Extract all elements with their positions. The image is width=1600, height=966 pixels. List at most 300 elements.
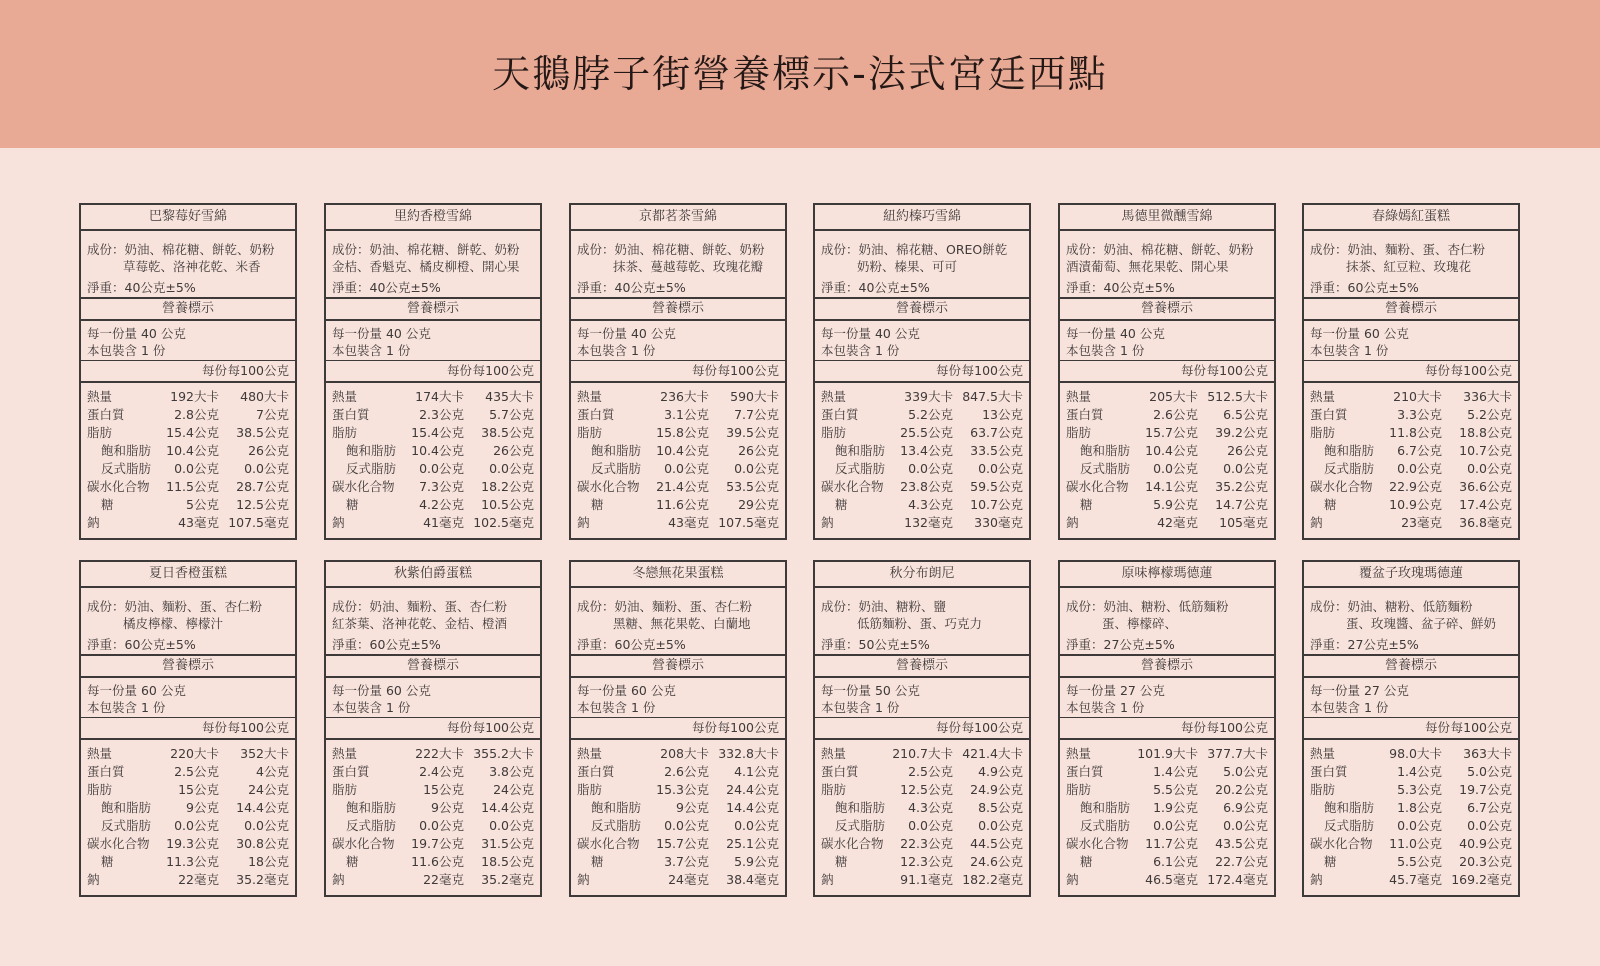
ingredients-block — [815, 231, 1029, 299]
nutrition-card — [1302, 560, 1520, 897]
per-serving-value: 222大卡 — [415, 746, 464, 761]
per-100g-value: 377.7大卡 — [1207, 746, 1268, 761]
ingredients-line-1: 成份：奶油、棉花糖、餅乾、奶粉 — [1066, 242, 1254, 257]
per-serving-value: 339大卡 — [904, 389, 953, 404]
nutrient-label: 鈉 — [1066, 872, 1079, 887]
column-header — [326, 718, 540, 740]
per-serving-value: 10.4公克 — [1145, 443, 1198, 458]
per-serving-value: 3.1公克 — [664, 407, 709, 422]
nutrient-row — [1304, 853, 1518, 871]
nutrient-row — [815, 442, 1029, 460]
nutrient-row — [81, 514, 295, 532]
nutrient-label: 鈉 — [332, 872, 345, 887]
ingredients-block — [1060, 231, 1274, 299]
servings-per-pack: 本包裝含 1 份 — [577, 343, 656, 358]
nutrition-card — [324, 560, 542, 897]
per-100g-value: 590大卡 — [730, 389, 779, 404]
per-100g-value: 26公克 — [248, 443, 289, 458]
ingredients-line-2: 紅茶葉、洛神花乾、金桔、橙酒 — [332, 616, 508, 631]
per-100g-value: 4.9公克 — [978, 764, 1023, 779]
serving-size: 每一份量 60 公克 — [577, 683, 676, 698]
per-serving-value: 42毫克 — [1157, 515, 1198, 530]
nutrient-row — [81, 763, 295, 781]
nutrient-label: 飽和脂肪 — [1324, 443, 1375, 458]
product-name: 紐約榛巧雪綿 — [815, 205, 1029, 231]
nutrient-label: 脂肪 — [821, 782, 847, 797]
per-100g-value: 182.2毫克 — [962, 872, 1023, 887]
nutrient-row — [1304, 871, 1518, 889]
per-serving-value: 192大卡 — [170, 389, 219, 404]
per-100g-value: 6.5公克 — [1223, 407, 1268, 422]
per-100g-value: 14.4公克 — [726, 800, 779, 815]
nutrient-rows — [326, 383, 540, 532]
serving-info — [815, 321, 1029, 361]
ingredients-line-2: 蛋、玫瑰醬、盆子碎、鮮奶 — [1346, 616, 1497, 631]
nutrient-label: 反式脂肪 — [101, 818, 152, 833]
per-serving-value: 0.0公克 — [1153, 461, 1198, 476]
nutrient-row — [81, 460, 295, 478]
nutrient-row — [815, 799, 1029, 817]
nutrient-label: 飽和脂肪 — [346, 800, 397, 815]
per-serving-value: 1.8公克 — [1397, 800, 1442, 815]
nutrient-row — [1060, 799, 1274, 817]
nutrient-row — [571, 781, 785, 799]
per-serving-value: 15公克 — [423, 782, 464, 797]
servings-per-pack: 本包裝含 1 份 — [1066, 700, 1145, 715]
per-serving-value: 11.7公克 — [1145, 836, 1198, 851]
per-100g-value: 3.8公克 — [489, 764, 534, 779]
per-100g-value: 17.4公克 — [1459, 497, 1512, 512]
nutrient-rows — [571, 383, 785, 532]
nutrition-card — [1058, 560, 1276, 897]
per-100g-value: 107.5毫克 — [718, 515, 779, 530]
per-100g-value: 421.4大卡 — [962, 746, 1023, 761]
ingredients-line-1: 成份：奶油、糖粉、低筋麵粉 — [1310, 599, 1473, 614]
net-weight: 淨重：40公克±5% — [1066, 280, 1175, 295]
nutrition-heading: 營養標示 — [571, 656, 785, 678]
nutrient-row — [81, 871, 295, 889]
per-100g-value: 847.5大卡 — [962, 389, 1023, 404]
per-serving-value: 10.9公克 — [1389, 497, 1442, 512]
nutrient-label: 脂肪 — [87, 782, 113, 797]
serving-size: 每一份量 40 公克 — [1066, 326, 1165, 341]
nutrient-row — [81, 835, 295, 853]
nutrient-row — [326, 388, 540, 406]
per-serving-value: 205大卡 — [1149, 389, 1198, 404]
serving-info — [1304, 678, 1518, 718]
nutrient-label: 熱量 — [821, 746, 847, 761]
nutrient-row — [1060, 388, 1274, 406]
nutrient-row — [571, 871, 785, 889]
nutrient-row — [571, 460, 785, 478]
per-serving-value: 11.8公克 — [1389, 425, 1442, 440]
ingredients-line-1: 成份：奶油、麵粉、蛋、杏仁粉 — [1310, 242, 1486, 257]
nutrient-rows — [815, 383, 1029, 532]
nutrition-card — [569, 203, 787, 540]
per-100g-value: 24公克 — [493, 782, 534, 797]
per-serving-value: 11.0公克 — [1389, 836, 1442, 851]
per-100g-value: 59.5公克 — [970, 479, 1023, 494]
ingredients-line-1: 成份：奶油、棉花糖、餅乾、奶粉 — [332, 242, 520, 257]
product-name: 夏日香橙蛋糕 — [81, 562, 295, 588]
per-serving-value: 3.3公克 — [1397, 407, 1442, 422]
nutrient-label: 飽和脂肪 — [1080, 800, 1131, 815]
per-100g-value: 5.7公克 — [489, 407, 534, 422]
per-serving-value: 1.9公克 — [1153, 800, 1198, 815]
nutrient-label: 碳水化合物 — [577, 479, 640, 494]
nutrient-row — [326, 496, 540, 514]
net-weight: 淨重：40公克±5% — [332, 280, 441, 295]
nutrition-card — [813, 560, 1031, 897]
nutrient-label: 脂肪 — [1066, 425, 1092, 440]
nutrition-card — [569, 560, 787, 897]
nutrient-label: 熱量 — [1310, 746, 1336, 761]
nutrition-heading: 營養標示 — [326, 656, 540, 678]
net-weight: 淨重：60公克±5% — [1310, 280, 1419, 295]
nutrient-label: 反式脂肪 — [591, 818, 642, 833]
serving-size: 每一份量 50 公克 — [821, 683, 920, 698]
per-serving-value: 19.7公克 — [411, 836, 464, 851]
nutrient-row — [1304, 514, 1518, 532]
per-serving-value: 23毫克 — [1401, 515, 1442, 530]
nutrition-card — [1302, 203, 1520, 540]
nutrient-label: 反式脂肪 — [1080, 461, 1131, 476]
nutrient-label: 碳水化合物 — [332, 479, 395, 494]
nutrient-row — [1060, 781, 1274, 799]
net-weight: 淨重：40公克±5% — [821, 280, 930, 295]
per-100g-value: 18.8公克 — [1459, 425, 1512, 440]
serving-info — [571, 321, 785, 361]
per-100g-value: 0.0公克 — [1467, 818, 1512, 833]
per-serving-value: 0.0公克 — [419, 461, 464, 476]
nutrient-row — [571, 424, 785, 442]
nutrient-row — [815, 496, 1029, 514]
nutrition-heading: 營養標示 — [571, 299, 785, 321]
nutrient-rows — [81, 740, 295, 889]
per-100g-value: 172.4毫克 — [1207, 872, 1268, 887]
per-100g-value: 10.7公克 — [970, 497, 1023, 512]
nutrient-row — [1060, 406, 1274, 424]
per-100g-value: 8.5公克 — [978, 800, 1023, 815]
per-serving-value: 10.4公克 — [411, 443, 464, 458]
nutrition-card — [324, 203, 542, 540]
per-serving-value: 220大卡 — [170, 746, 219, 761]
per-serving-value: 43毫克 — [178, 515, 219, 530]
column-header — [1304, 361, 1518, 383]
nutrient-label: 飽和脂肪 — [591, 443, 642, 458]
nutrient-label: 鈉 — [821, 515, 834, 530]
column-header — [571, 718, 785, 740]
ingredients-line-1: 成份：奶油、麵粉、蛋、杏仁粉 — [87, 599, 263, 614]
net-weight: 淨重：60公克±5% — [332, 637, 441, 652]
nutrient-label: 鈉 — [332, 515, 345, 530]
net-weight: 淨重：27公克±5% — [1310, 637, 1419, 652]
nutrient-label: 鈉 — [577, 872, 590, 887]
per-serving-header: 每份 — [446, 720, 472, 735]
ingredients-line-2: 低筋麵粉、蛋、巧克力 — [857, 616, 983, 631]
nutrient-label: 糖 — [591, 854, 604, 869]
per-100g-value: 355.2大卡 — [473, 746, 534, 761]
nutrient-row — [571, 496, 785, 514]
per-serving-value: 174大卡 — [415, 389, 464, 404]
per-100g-value: 35.2公克 — [1215, 479, 1268, 494]
nutrient-row — [326, 514, 540, 532]
per-100g-value: 0.0公克 — [978, 461, 1023, 476]
nutrition-heading: 營養標示 — [1304, 656, 1518, 678]
nutrient-label: 熱量 — [87, 746, 113, 761]
nutrition-heading: 營養標示 — [326, 299, 540, 321]
per-100g-value: 18.5公克 — [481, 854, 534, 869]
per-serving-value: 236大卡 — [660, 389, 709, 404]
per-100g-value: 336大卡 — [1463, 389, 1512, 404]
per-100g-value: 0.0公克 — [489, 461, 534, 476]
per-serving-value: 5.2公克 — [908, 407, 953, 422]
nutrient-row — [81, 388, 295, 406]
nutrient-row — [571, 388, 785, 406]
per-serving-value: 210.7大卡 — [892, 746, 953, 761]
nutrient-label: 碳水化合物 — [821, 836, 884, 851]
per-serving-value: 15.7公克 — [656, 836, 709, 851]
per-serving-value: 15.7公克 — [1145, 425, 1198, 440]
ingredients-line-2: 黑糖、無花果乾、白蘭地 — [613, 616, 751, 631]
nutrient-row — [1060, 478, 1274, 496]
nutrient-row — [1304, 388, 1518, 406]
nutrient-label: 蛋白質 — [87, 764, 125, 779]
per-serving-header: 每份 — [691, 363, 717, 378]
ingredients-line-2: 奶粉、榛果、可可 — [857, 259, 958, 274]
nutrient-row — [571, 745, 785, 763]
ingredients-line-2: 抹茶、紅豆粒、玫瑰花 — [1346, 259, 1472, 274]
per-100g-header: 每100公克 — [472, 363, 534, 378]
nutrient-row — [326, 406, 540, 424]
per-100g-value: 43.5公克 — [1215, 836, 1268, 851]
per-serving-value: 9公克 — [676, 800, 709, 815]
nutrient-label: 碳水化合物 — [332, 836, 395, 851]
nutrient-label: 糖 — [346, 854, 359, 869]
per-serving-header: 每份 — [691, 720, 717, 735]
ingredients-line-2: 抹茶、蔓越莓乾、玫瑰花瓣 — [613, 259, 764, 274]
nutrient-label: 鈉 — [577, 515, 590, 530]
column-header — [81, 361, 295, 383]
ingredients-block — [1060, 588, 1274, 656]
nutrient-row — [815, 478, 1029, 496]
per-100g-value: 0.0公克 — [1223, 461, 1268, 476]
product-name: 京都茗茶雪綿 — [571, 205, 785, 231]
per-100g-value: 105毫克 — [1219, 515, 1268, 530]
nutrient-label: 蛋白質 — [821, 764, 859, 779]
nutrient-label: 脂肪 — [577, 782, 603, 797]
per-100g-value: 24.9公克 — [970, 782, 1023, 797]
nutrient-label: 鈉 — [1066, 515, 1079, 530]
serving-info — [326, 678, 540, 718]
nutrition-card — [1058, 203, 1276, 540]
nutrient-label: 蛋白質 — [87, 407, 125, 422]
nutrient-label: 反式脂肪 — [101, 461, 152, 476]
nutrient-row — [1060, 871, 1274, 889]
ingredients-block — [81, 231, 295, 299]
column-header — [1304, 718, 1518, 740]
per-serving-header: 每份 — [1180, 363, 1206, 378]
per-serving-value: 9公克 — [431, 800, 464, 815]
per-serving-value: 2.5公克 — [908, 764, 953, 779]
per-100g-value: 5.2公克 — [1467, 407, 1512, 422]
nutrient-row — [815, 460, 1029, 478]
nutrient-rows — [1304, 383, 1518, 532]
ingredients-line-1: 成份：奶油、棉花糖、餅乾、奶粉 — [87, 242, 275, 257]
nutrient-label: 脂肪 — [577, 425, 603, 440]
nutrient-label: 脂肪 — [821, 425, 847, 440]
nutrient-label: 反式脂肪 — [1324, 818, 1375, 833]
nutrient-row — [1304, 745, 1518, 763]
nutrient-row — [81, 853, 295, 871]
nutrient-rows — [815, 740, 1029, 889]
per-serving-value: 1.4公克 — [1397, 764, 1442, 779]
per-100g-value: 35.2毫克 — [481, 872, 534, 887]
per-serving-header: 每份 — [1424, 363, 1450, 378]
per-100g-value: 20.2公克 — [1215, 782, 1268, 797]
nutrient-label: 反式脂肪 — [835, 818, 886, 833]
per-100g-value: 22.7公克 — [1215, 854, 1268, 869]
nutrient-row — [1060, 745, 1274, 763]
nutrition-card — [79, 560, 297, 897]
per-serving-value: 5.5公克 — [1153, 782, 1198, 797]
net-weight: 淨重：60公克±5% — [577, 637, 686, 652]
nutrient-row — [815, 406, 1029, 424]
nutrition-heading: 營養標示 — [815, 299, 1029, 321]
ingredients-line-2: 草莓乾、洛神花乾、米香 — [123, 259, 261, 274]
per-serving-value: 0.0公克 — [664, 461, 709, 476]
per-serving-value: 24毫克 — [668, 872, 709, 887]
per-100g-value: 24公克 — [248, 782, 289, 797]
per-100g-value: 24.6公克 — [970, 854, 1023, 869]
per-serving-value: 2.4公克 — [419, 764, 464, 779]
per-100g-header: 每100公克 — [1206, 720, 1268, 735]
per-100g-value: 26公克 — [1227, 443, 1268, 458]
ingredients-block — [1304, 588, 1518, 656]
per-serving-value: 4.2公克 — [419, 497, 464, 512]
per-serving-value: 46.5毫克 — [1145, 872, 1198, 887]
nutrient-row — [326, 442, 540, 460]
nutrient-row — [815, 514, 1029, 532]
nutrient-label: 脂肪 — [1310, 782, 1336, 797]
ingredients-block — [81, 588, 295, 656]
per-serving-value: 2.6公克 — [664, 764, 709, 779]
product-name: 秋紫伯爵蛋糕 — [326, 562, 540, 588]
per-serving-value: 101.9大卡 — [1137, 746, 1198, 761]
per-100g-value: 12.5公克 — [236, 497, 289, 512]
nutrient-row — [326, 745, 540, 763]
nutrient-row — [1304, 781, 1518, 799]
per-serving-value: 22毫克 — [178, 872, 219, 887]
per-serving-header: 每份 — [1180, 720, 1206, 735]
per-100g-value: 38.5公克 — [236, 425, 289, 440]
per-100g-value: 13公克 — [982, 407, 1023, 422]
serving-size: 每一份量 40 公克 — [821, 326, 920, 341]
per-100g-value: 19.7公克 — [1459, 782, 1512, 797]
per-100g-header: 每100公克 — [1206, 363, 1268, 378]
per-serving-value: 10.4公克 — [166, 443, 219, 458]
per-serving-value: 132毫克 — [904, 515, 953, 530]
nutrient-label: 飽和脂肪 — [1324, 800, 1375, 815]
per-100g-value: 44.5公克 — [970, 836, 1023, 851]
nutrient-rows — [326, 740, 540, 889]
nutrient-label: 飽和脂肪 — [1080, 443, 1131, 458]
nutrition-heading: 營養標示 — [815, 656, 1029, 678]
nutrient-label: 糖 — [1080, 854, 1093, 869]
per-serving-value: 11.6公克 — [411, 854, 464, 869]
per-serving-value: 91.1毫克 — [900, 872, 953, 887]
nutrient-row — [326, 817, 540, 835]
nutrient-label: 糖 — [1080, 497, 1093, 512]
serving-size: 每一份量 40 公克 — [332, 326, 431, 341]
nutrient-label: 糖 — [835, 854, 848, 869]
per-100g-value: 35.2毫克 — [236, 872, 289, 887]
nutrition-card — [813, 203, 1031, 540]
per-100g-value: 0.0公克 — [978, 818, 1023, 833]
nutrient-label: 脂肪 — [1066, 782, 1092, 797]
nutrient-label: 鈉 — [821, 872, 834, 887]
per-100g-header: 每100公克 — [1450, 720, 1512, 735]
nutrient-row — [81, 745, 295, 763]
nutrient-row — [81, 406, 295, 424]
per-100g-header: 每100公克 — [717, 720, 779, 735]
product-name: 里約香橙雪綿 — [326, 205, 540, 231]
per-100g-value: 435大卡 — [485, 389, 534, 404]
nutrient-label: 反式脂肪 — [1324, 461, 1375, 476]
per-serving-value: 9公克 — [186, 800, 219, 815]
nutrient-label: 碳水化合物 — [821, 479, 884, 494]
per-100g-value: 28.7公克 — [236, 479, 289, 494]
per-serving-value: 0.0公克 — [908, 818, 953, 833]
per-100g-value: 39.2公克 — [1215, 425, 1268, 440]
nutrient-label: 熱量 — [577, 746, 603, 761]
per-100g-value: 107.5毫克 — [228, 515, 289, 530]
ingredients-line-1: 成份：奶油、麵粉、蛋、杏仁粉 — [577, 599, 753, 614]
per-100g-value: 330毫克 — [974, 515, 1023, 530]
per-serving-value: 14.1公克 — [1145, 479, 1198, 494]
nutrient-label: 蛋白質 — [332, 764, 370, 779]
nutrient-row — [815, 817, 1029, 835]
per-100g-value: 36.8毫克 — [1459, 515, 1512, 530]
servings-per-pack: 本包裝含 1 份 — [577, 700, 656, 715]
column-header — [815, 361, 1029, 383]
serving-info — [81, 321, 295, 361]
nutrient-label: 飽和脂肪 — [835, 800, 886, 815]
per-100g-value: 14.7公克 — [1215, 497, 1268, 512]
nutrient-row — [1060, 817, 1274, 835]
per-100g-value: 14.4公克 — [481, 800, 534, 815]
nutrient-row — [571, 853, 785, 871]
nutrient-row — [815, 763, 1029, 781]
per-serving-value: 41毫克 — [423, 515, 464, 530]
per-100g-value: 24.4公克 — [726, 782, 779, 797]
per-100g-value: 36.6公克 — [1459, 479, 1512, 494]
servings-per-pack: 本包裝含 1 份 — [821, 700, 900, 715]
nutrient-row — [1060, 763, 1274, 781]
nutrient-label: 碳水化合物 — [1310, 479, 1373, 494]
per-serving-value: 5.3公克 — [1397, 782, 1442, 797]
nutrient-row — [571, 835, 785, 853]
per-100g-value: 7公克 — [256, 407, 289, 422]
per-100g-value: 25.1公克 — [726, 836, 779, 851]
per-100g-value: 6.7公克 — [1467, 800, 1512, 815]
ingredients-block — [326, 588, 540, 656]
nutrient-label: 飽和脂肪 — [346, 443, 397, 458]
nutrient-row — [1060, 514, 1274, 532]
nutrition-heading: 營養標示 — [1304, 299, 1518, 321]
nutrient-row — [571, 406, 785, 424]
servings-per-pack: 本包裝含 1 份 — [332, 700, 411, 715]
